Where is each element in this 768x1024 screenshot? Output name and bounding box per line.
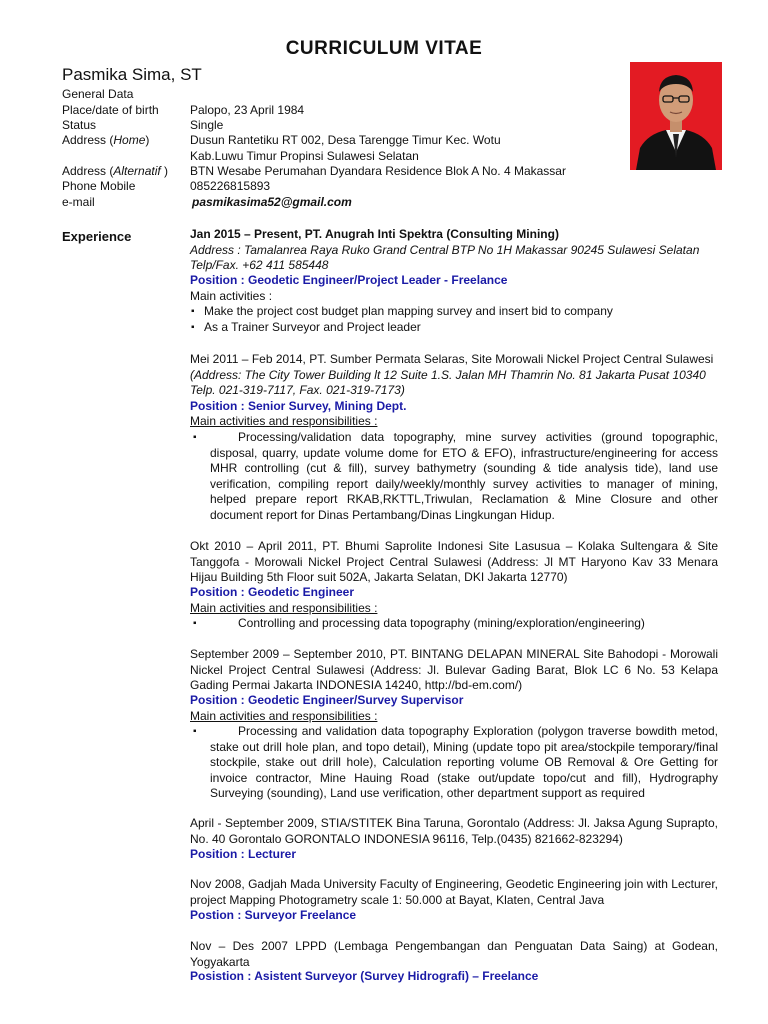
job-header: Nov 2008, Gadjah Mada University Faculty of Engineering, Geodetic Engineering join with Lecturer, project Mapping Photogrametry scale 1: 50.000 at Bayat, Klaten, Central Java (190, 877, 718, 907)
profile-photo (630, 62, 722, 170)
info-value: Dusun Rantetiku RT 002, Desa Tarengge Timur Kec. Wotu (190, 133, 501, 147)
job-position: Position : Geodetic Engineer/Project Leader - Freelance (190, 273, 508, 287)
job-position: Postion : Surveyor Freelance (190, 908, 357, 922)
job-position: Position : Senior Survey, Mining Dept. (190, 399, 407, 413)
activities-label: Main activities and responsibilities : (190, 709, 378, 723)
bullet-icon: ▪ (193, 432, 197, 443)
activities-label: Main activities and responsibilities : (190, 601, 378, 615)
info-label: Address (Alternatif ) (62, 164, 169, 178)
activities-label: Main activities : (190, 289, 273, 303)
info-value: Palopo, 23 April 1984 (190, 103, 305, 117)
activity-item: Make the project cost budget plan mapping survey and insert bid to company (204, 304, 613, 318)
cv-page: CURRICULUM VITAE Pasmika Sima, ST General Data Place/date of birth Palopo, 23 April 1984 Status Single Address (Home) Dusun Rantetiku RT 002, Desa Tarengge Timur Kec. Wotu Kab.Luwu Timur Propinsi Sulawesi Selatan Address (Alternatif ) BTN Wesabe Perumahan Dyandara Residence Blok A No. 4 Makassar Phone Mobile 085226815893 e-mail pasmikasima52@gmail.com Experience Jan 2015 – Present, PT. Anugrah Inti Spektra (Consulting Mining) Address : Tamalanrea Raya Ruko Grand Central BTP No 1H Makassar 90245 Sulawesi Selatan Telp/Fax. +62 411 585448 Position : Geodetic Engineer/Project Leader - Freelance Main activities : ▪ Make the project cost budget plan mapping survey and insert bid to company ▪ As a Trainer Surveyor and Project leader Mei 2011 – Feb 2014, PT. Sumber Permata Selaras, Site Morowali Nickel Project Central Sulawesi (Address: The City Tower Building lt 12 Suite 1.S. Jalan MH Thamrin No. 81 Jakarta Pusat 10340 Telp. 021-319-7117, Fax. 021-319-7173) Position : Senior Survey, Mining Dept. Main activities and responsibilities : ▪ Processing/validation data topography, mine survey activities (ground topographic, disposal, quarry, update volume dome for ETO & EFO), infrastructure/engineering for access MHR controlling (cut & fill), survey bathymetry (sounding & tide analysis tide), land use verification, compiling report daily/weekly/monthly survey activities to manager of mining, helped prepare report RKAB,RKTTL,Triwulan, Reclamation & Mine Closure and other document report for Dinas Pertambang/Dinas Lingkungan Hidup. Okt 2010 – April 2011, PT. Bhumi Saprolite Indonesi Site Lasusua – Kolaka Sultengara & Site Tanggofa - Morowali Nickel Project Central Sulawesi (Address: Jl MT Haryono Kav 33 Menara Hijau Building 5th Floor suit 502A, Jakarta Selatan, DKI Jakarta 12770) Position : Geodetic Engineer Main activities and responsibilities : ▪ Controlling and processing data topography (mining/exploration/engineering) September 2009 – September 2010, PT. BINTANG DELAPAN MINERAL Site Bahodopi - Morowali Nickel Project Central Sulawesi (Address: Jl. Bulevar Gading Barat, Blok LC 6 No. 53 Kelapa Gading Permai Jakarta INDONESIA 14240, http://bd-em.com/) Position : Geodetic Engineer/Survey Supervisor Main activities and responsibilities : ▪ Processing and validation data topography Exploration (polygon traverse bowdith metod, stake out drill hole plan, and topo detail), Mining (update topo pit area/stockpile temporary/final stockpile, stake out drill hole), Calculation reporting volume OB Removal & Ore Getting for invoice contractor, Mine Hauing Road (stake out/update topo/cut and fill), Hydrography Surveying (sounding), Land use verification, other department support as required April - September 2009, STIA/STITEK Bina Taruna, Gorontalo (Address: Jl. Jaksa Agung Suprapto, No. 40 Gorontalo GORONTALO INDONESIA 96116, Telp.(0435) 821662-823294) Position : Lecturer Nov 2008, Gadjah Mada University Faculty of Engineering, Geodetic Engineering join with Lecturer, project Mapping Photogrametry scale 1: 50.000 at Bayat, Klaten, Central Java Postion : Surveyor Freelance Nov – Des 2007 LPPD (Lembaga Pengembangan dan Penguatan Data Saing) at Godean, Yogyakarta Posistion : Asistent Surveyor (Survey Hidrografi) – Freelance (0, 0, 768, 1024)
info-label: Status (62, 118, 97, 132)
email-link[interactable]: pasmikasima52@gmail.com (192, 195, 352, 209)
activity-item: Processing/validation data topography, mine survey activities (ground topographic, disposal, quarry, update volume dome for ETO & EFO), infrastructure/engineering for access MHR controlling (cut & fill), survey bathymetry (sounding & tide analysis tide), land use verification, compiling report daily/weekly/monthly survey activities to manager of mining, helped prepare report RKAB,RKTTL,Triwulan, Reclamation & Mine Closure and other document report for Dinas Pertambang/Dinas Lingkungan Hidup. (210, 430, 718, 522)
job-header: Jan 2015 – Present, PT. Anugrah Inti Spektra (Consulting Mining) (190, 227, 559, 241)
bullet-icon: ▪ (193, 618, 197, 629)
info-value: Single (190, 118, 224, 132)
document-title: CURRICULUM VITAE (285, 38, 483, 59)
job-address: (Address: The City Tower Building lt 12 Suite 1.S. Jalan MH Thamrin No. 81 Jakarta Pusat 10340 (190, 368, 706, 382)
candidate-name: Pasmika Sima, ST (62, 65, 202, 84)
job-header: Nov – Des 2007 LPPD (Lembaga Pengembangan dan Penguatan Data Saing) at Godean, Yogyakarta (190, 939, 718, 969)
job-position: Position : Geodetic Engineer (190, 585, 355, 599)
info-value: BTN Wesabe Perumahan Dyandara Residence Blok A No. 4 Makassar (190, 164, 566, 178)
info-label: e-mail (62, 195, 95, 209)
activity-item: Processing and validation data topography Exploration (polygon traverse bowdith metod, stake out drill hole plan, and topo detail), Mining (update topo pit area/stockpile temporary/final stockpile, stake out drill hole), Calculation reporting volume OB Removal & Ore Getting for invoice contractor, Mine Hauing Road (stake out/update topo/cut and fill), Hydrography Surveying (sounding), Land use verification, other department support as required (210, 724, 718, 800)
job-position: Posistion : Asistent Surveyor (Survey Hidrografi) – Freelance (190, 969, 539, 983)
job-position: Position : Lecturer (190, 847, 297, 861)
experience-heading: Experience (62, 229, 132, 244)
job-header: September 2009 – September 2010, PT. BINTANG DELAPAN MINERAL Site Bahodopi - Morowali Nickel Project Central Sulawesi (Address: Jl. Bulevar Gading Barat, Blok LC 6 No. 53 Kelapa Gading Permai Jakarta INDONESIA 14240, http://bd-em.com/) (190, 647, 718, 692)
activity-item: Controlling and processing data topography (mining/exploration/engineering) (238, 616, 645, 630)
info-label: Place/date of birth (62, 103, 159, 117)
bullet-icon: ▪ (191, 322, 195, 333)
info-label: Address (Home) (62, 133, 150, 147)
job-header: Mei 2011 – Feb 2014, PT. Sumber Permata Selaras, Site Morowali Nickel Project Central Sulawesi (190, 352, 714, 366)
job-phone: Telp. 021-319-7117, Fax. 021-319-7173) (190, 383, 405, 397)
info-label: Phone Mobile (62, 179, 136, 193)
job-position: Position : Geodetic Engineer/Survey Supervisor (190, 693, 464, 707)
info-value: 085226815893 (190, 179, 271, 193)
job-header: Okt 2010 – April 2011, PT. Bhumi Saprolite Indonesi Site Lasusua – Kolaka Sultengara & Site Tanggofa - Morowali Nickel Project Central Sulawesi (Address: Jl MT Haryono Kav 33 Menara Hijau Building 5th Floor suit 502A, Jakarta Selatan, DKI Jakarta 12770) (190, 539, 718, 584)
bullet-icon: ▪ (193, 726, 197, 737)
job-phone: Telp/Fax. +62 411 585448 (190, 258, 329, 272)
activity-item: As a Trainer Surveyor and Project leader (204, 320, 421, 334)
info-value: Kab.Luwu Timur Propinsi Sulawesi Selatan (190, 149, 419, 163)
job-header: April - September 2009, STIA/STITEK Bina Taruna, Gorontalo (Address: Jl. Jaksa Agung Suprapto, No. 40 Gorontalo GORONTALO INDONESIA 96116, Telp.(0435) 821662-823294) (190, 816, 718, 846)
activities-label: Main activities and responsibilities : (190, 414, 378, 428)
job-address: Address : Tamalanrea Raya Ruko Grand Central BTP No 1H Makassar 90245 Sulawesi Selatan (190, 243, 700, 257)
bullet-icon: ▪ (191, 306, 195, 317)
